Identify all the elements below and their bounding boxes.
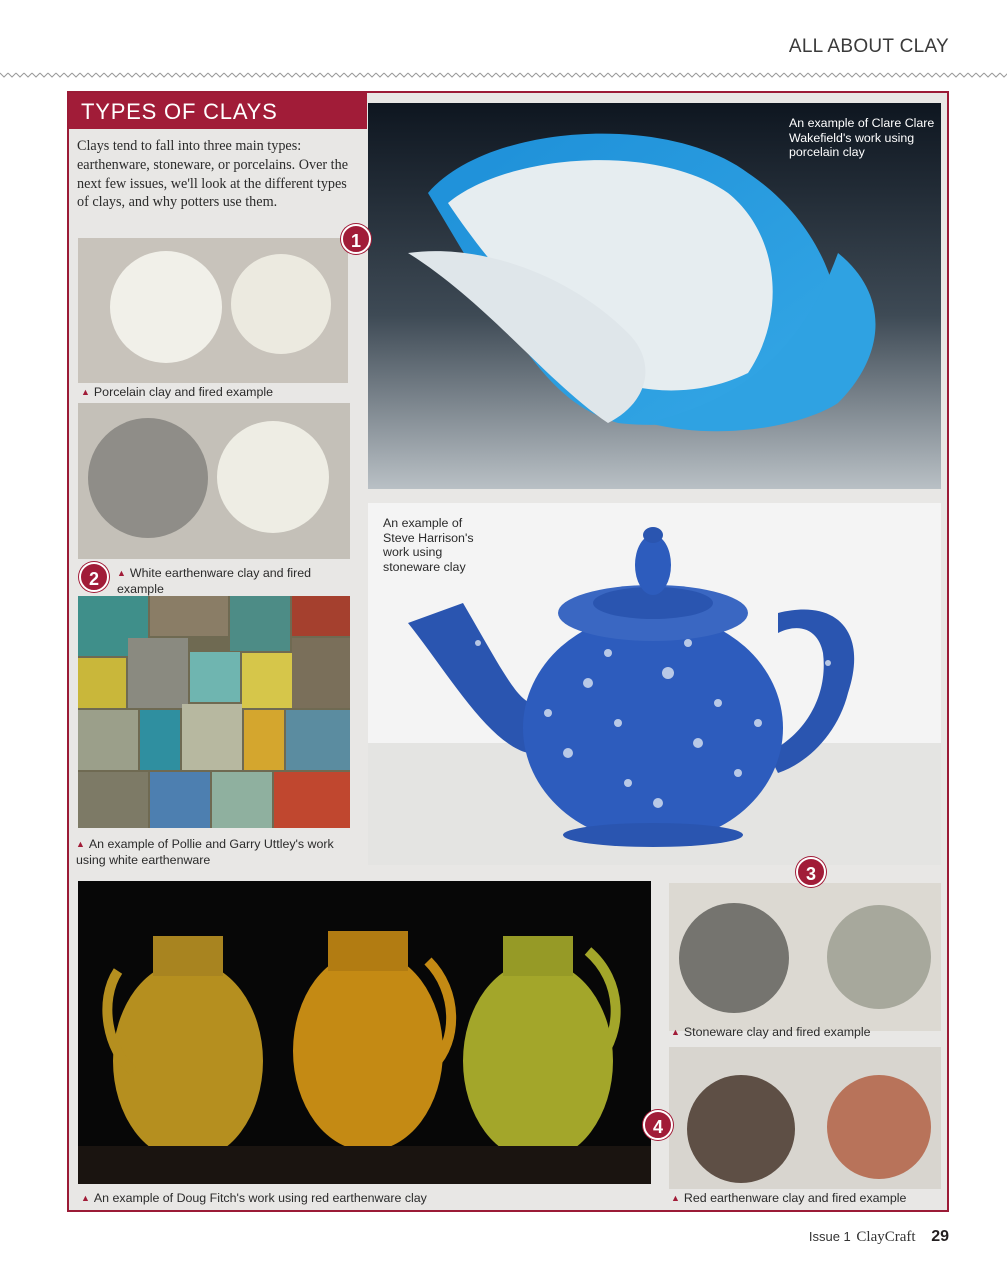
badge-4: 4 [643,1110,673,1140]
red-earthenware-caption: ▲ Red earthenware clay and fired example [671,1191,907,1205]
stoneware-caption: ▲ Stoneware clay and fired example [671,1025,871,1039]
triangle-icon: ▲ [671,1027,680,1037]
white-earthenware-caption: ▲ White earthenware clay and fired example [117,566,312,596]
badge-3: 3 [796,857,826,887]
teapot-caption: An example of Steve Harrison's work using stoneware clay [383,516,474,574]
porcelain-samples-photo [78,238,348,383]
red-earthenware-samples-photo [669,1047,941,1189]
footer-issue: Issue 1 [808,1229,851,1244]
panel-title-bar [69,93,367,129]
triangle-icon: ▲ [81,387,90,397]
jugs-photo [78,881,651,1184]
footer-brand: ClayCraft [856,1229,916,1245]
triangle-icon: ▲ [81,1193,90,1203]
page-number: 29 [931,1228,949,1245]
zigzag-divider [0,70,1007,80]
panel-title: TYPES OF CLAYS [81,99,278,124]
page-footer [809,1228,949,1246]
triangle-icon: ▲ [117,568,126,578]
clay-types-panel [67,91,949,1212]
porcelain-caption: ▲ Porcelain clay and fired example [81,385,273,399]
tiles-caption: ▲ An example of Pollie and Garry Uttley's work using white earthenware [76,837,334,867]
white-earthenware-samples-photo [78,403,350,559]
porcelain-bowl-photo [368,103,941,489]
tiles-photo [78,596,350,828]
intro-text: Clays tend to fall into three main types: earthenware, stoneware, or porcelains. Over the next few issues, we'll look at the different types of clays, and why potters use them. [77,138,349,211]
badge-1: 1 [341,224,371,254]
jugs-caption: ▲ An example of Doug Fitch's work using red earthenware clay [81,1191,427,1205]
bowl-caption: An example of Clare Clare Wakefield's work using porcelain clay [789,116,935,159]
stoneware-samples-photo [669,883,941,1031]
triangle-icon: ▲ [671,1193,680,1203]
section-title: ALL ABOUT CLAY [788,36,949,57]
badge-2: 2 [79,562,109,592]
triangle-icon: ▲ [76,839,85,849]
